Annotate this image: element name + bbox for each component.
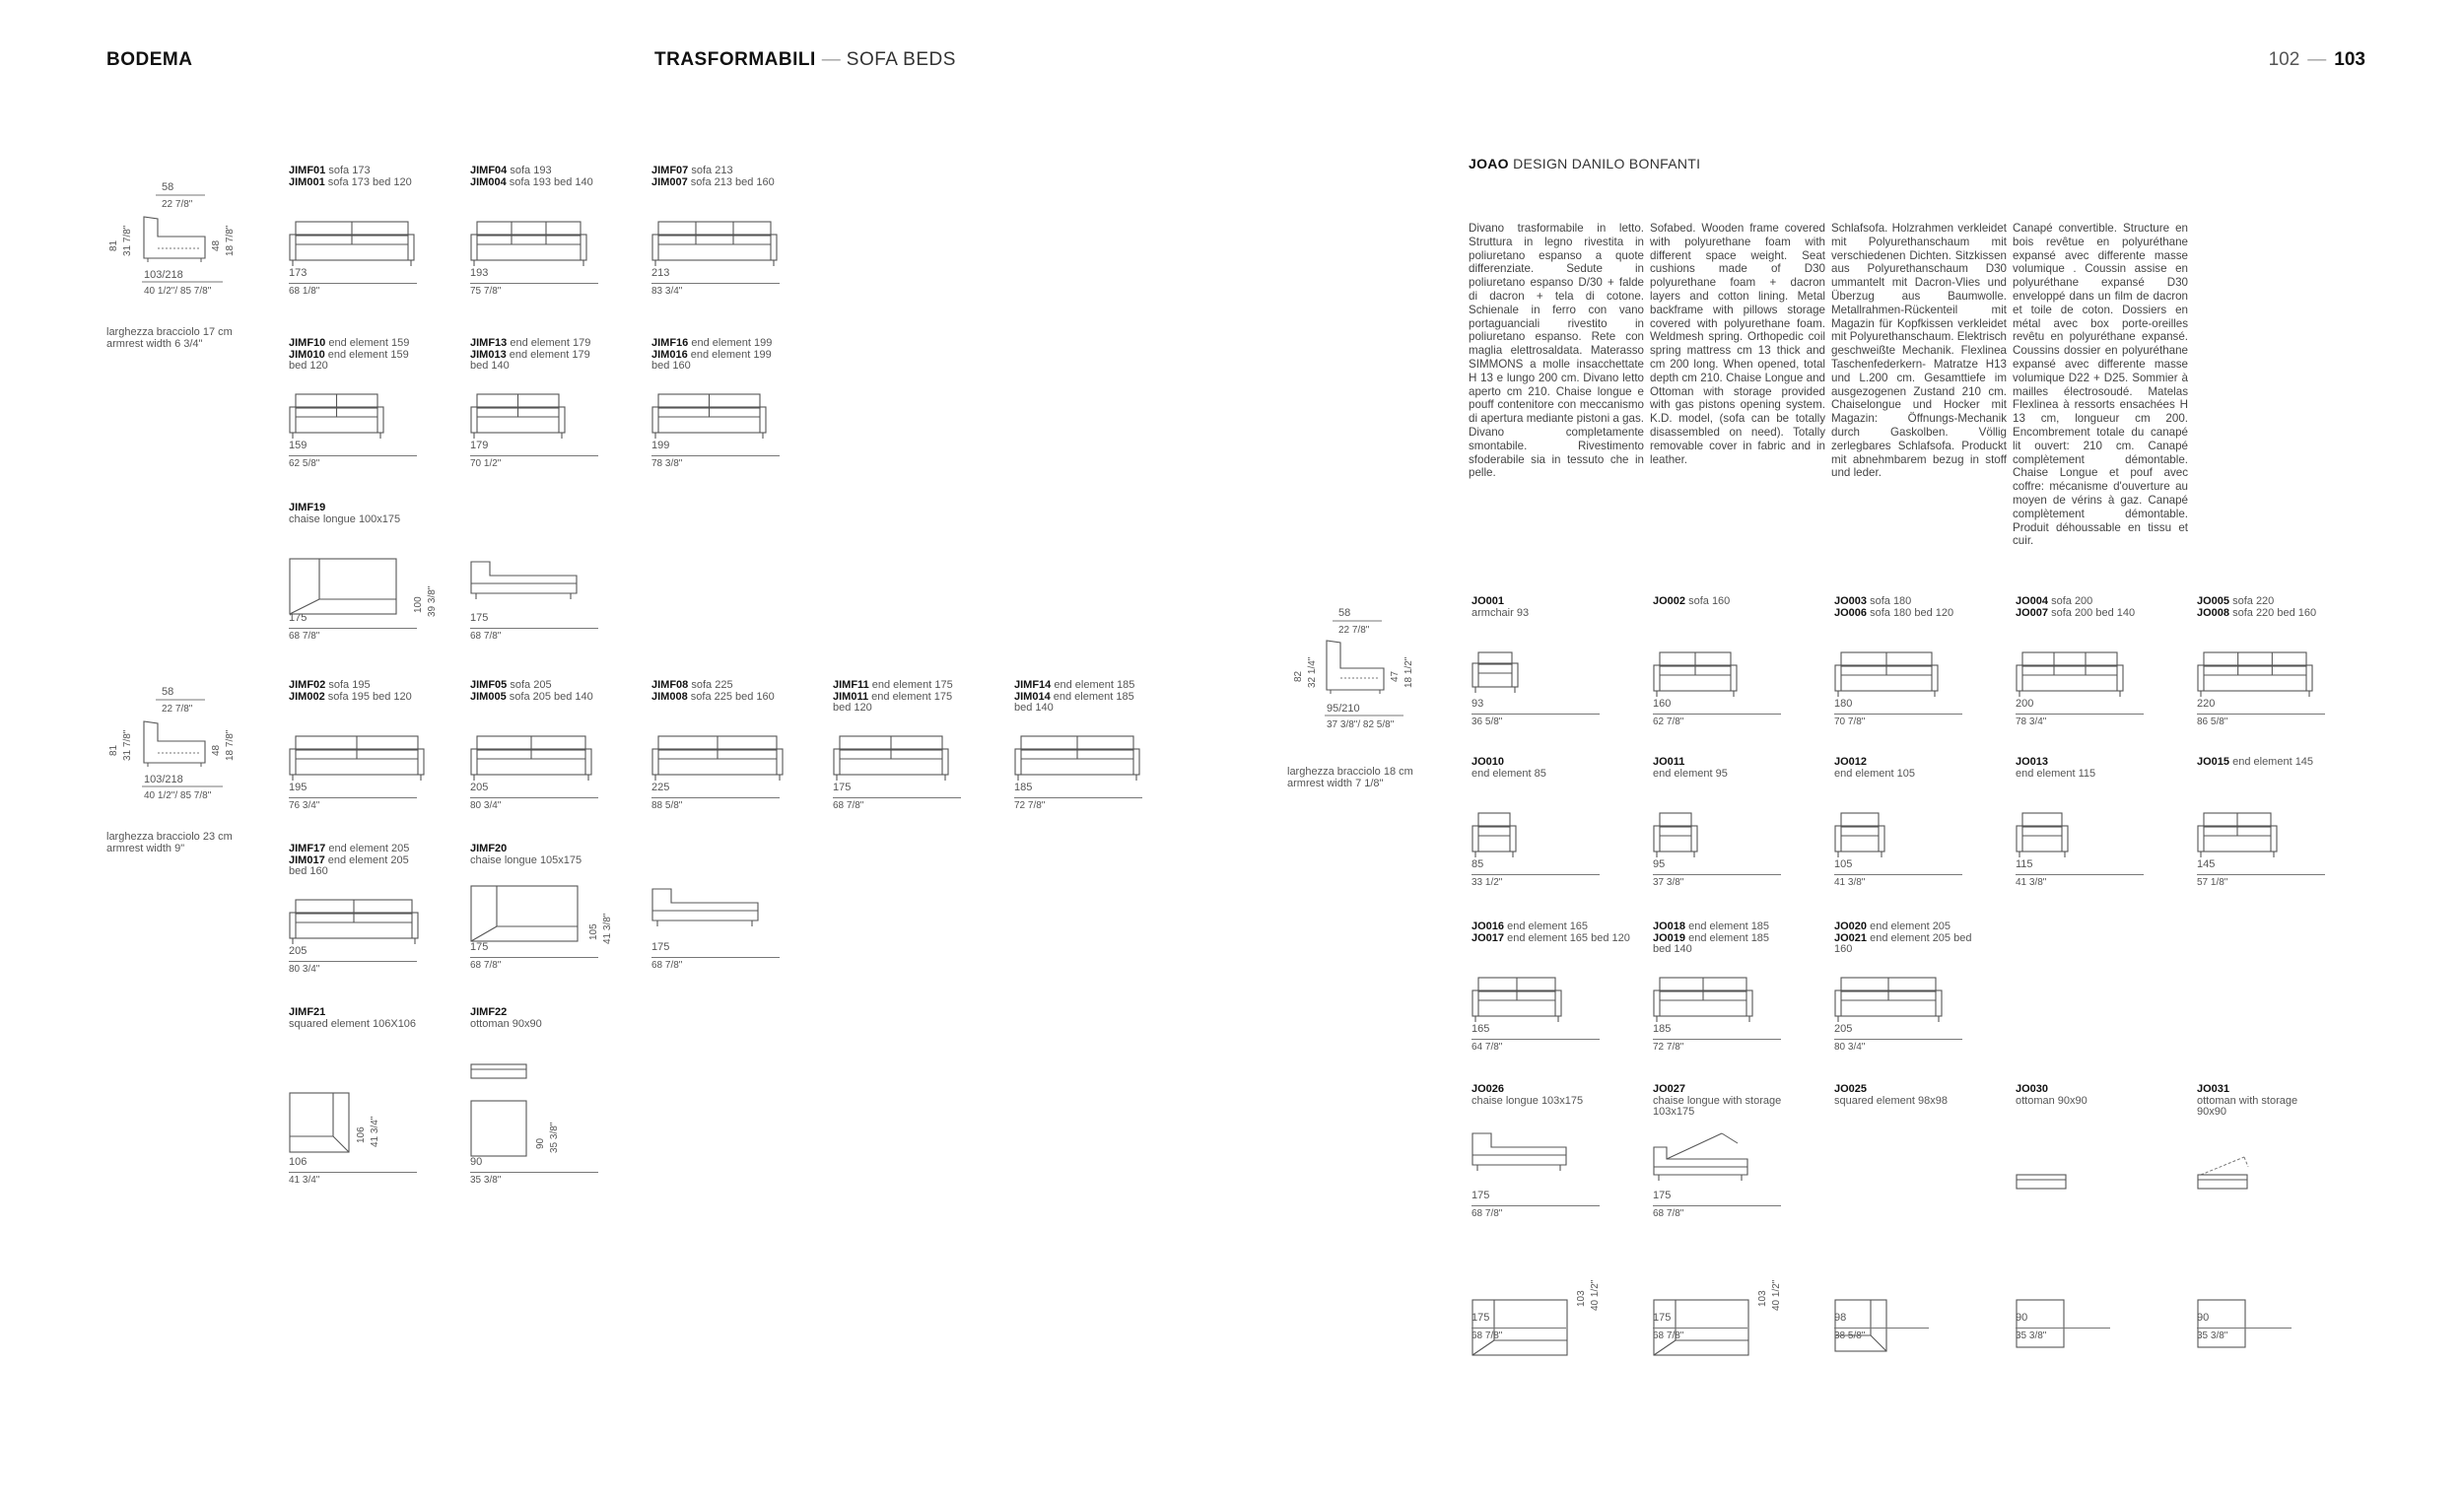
item-label-1: JO012 [1834, 756, 1868, 768]
catalog-item [651, 165, 824, 297]
item-label-1: JO005 sofa 220 [2197, 595, 2275, 607]
dimension-cm: 193 [470, 267, 489, 279]
dimension-cm: 175 [470, 612, 489, 624]
dimension-in: 68 7/8" [651, 959, 683, 971]
description-de: Schlafsofa. Holzrahmen verkleidet mit Polyurethanschaum mit verschiedenen Dichten. Sitzkissen aus Polyurethanschaum D30 ummantelt mit Dacron-Vlies und Überzug aus Baumwolle. Metallrahmen-Rückenteil mit Magazin für Kopfkissen verkleidet mit Polyurethanschaum. Elektrisch geschweißte Mechanik. Flexlinea Taschenfederkern- Matratze H13 und L.200 cm. Gesamttiefe im ausgezogenen Zustand 210 cm. Chaiselongue und Hocker mit Magazin: Öffnungs-Mechanik durch Gaskolben. Völlig zerlegbares Schlafsofa. Produckt mit abnehmbarem bezug in stoff und leder. [1831, 222, 2007, 480]
dimension-in: 57 1/8" [2197, 876, 2228, 888]
item-label-1: JO003 sofa 180 [1834, 595, 1912, 607]
joao-name: JOAO [1469, 156, 1509, 171]
dimension-cm: 200 [2016, 698, 2034, 710]
svg-text:40 1/2": 40 1/2" [1771, 1279, 1782, 1311]
profile-seat: 47 [1390, 670, 1401, 682]
item-label-2: ottoman 90x90 [470, 1017, 542, 1030]
catalog-item [1472, 595, 1644, 727]
item-label-2: JO006 sofa 180 bed 120 [1834, 606, 1954, 619]
svg-text:41 3/8": 41 3/8" [602, 913, 613, 944]
dimension-in: 76 3/4" [289, 799, 320, 811]
dimension-in: 88 5/8" [651, 799, 683, 811]
item-label-1: JIMF21 [289, 1006, 326, 1018]
catalog-item [289, 679, 461, 811]
dimension-cm: 225 [651, 782, 670, 793]
dimension-in: 68 1/8" [289, 285, 320, 297]
item-label-1: JIMF17 end element 205 [289, 843, 410, 854]
dimension-in: 35 3/8" [470, 1174, 502, 1186]
item-label-1: JO011 [1653, 756, 1685, 768]
profile-seat: 48 [211, 744, 222, 756]
dimension-cm: 220 [2197, 698, 2216, 710]
item-label-2: JIM001 sofa 173 bed 120 [289, 175, 412, 188]
dimension-cm: 179 [470, 440, 489, 451]
item-label-3: bed 120 [289, 360, 328, 372]
profile-jim-a [106, 177, 244, 350]
item-label-2: JIM014 end element 185 [1014, 690, 1134, 703]
item-label-1: JIMF08 sofa 225 [651, 679, 733, 691]
dimension-cm: 175 [833, 782, 852, 793]
item-label-1: JIMF16 end element 199 [651, 337, 773, 349]
height-dimension [1574, 1246, 1608, 1315]
height-dimension [533, 1088, 567, 1157]
item-label-3: bed 140 [470, 360, 510, 372]
catalog-item [2016, 595, 2188, 727]
dimension-in: 68 7/8" [470, 959, 502, 971]
catalog-item [833, 679, 1005, 811]
joao-designer: DESIGN DANILO BONFANTI [1513, 156, 1701, 171]
svg-text:103: 103 [1576, 1290, 1587, 1307]
profile-width: 58 [162, 181, 174, 193]
profile-depth-in: 40 1/2"/ 85 7/8" [144, 286, 212, 296]
item-label-1: JIMF05 sofa 205 [470, 679, 552, 691]
chaise-plan-icon [289, 558, 399, 617]
dimension-cm: 160 [1653, 698, 1672, 710]
catalog-item [2016, 756, 2188, 888]
page-separator: — [2307, 49, 2327, 70]
dimension-cm: 175 [470, 941, 489, 953]
dimension-in: 62 7/8" [1653, 716, 1684, 727]
section-title [654, 49, 956, 71]
item-label-1: JIMF02 sofa 195 [289, 679, 371, 691]
item-label-1: JIMF04 sofa 193 [470, 165, 552, 176]
catalog-item [2197, 1084, 2369, 1119]
catalog-item [1653, 920, 1825, 1053]
sofa-drawing-icon [1472, 812, 1519, 865]
item-label-1: JIMF01 sofa 173 [289, 165, 371, 176]
svg-text:40 1/2": 40 1/2" [1590, 1279, 1601, 1311]
item-label-1: JO004 sofa 200 [2016, 595, 2093, 607]
dimension-in: 86 5/8" [2197, 716, 2228, 727]
profile-depth-in: 37 3/8"/ 82 5/8" [1327, 719, 1395, 730]
catalog-item [289, 843, 461, 975]
item-label-1: JIMF22 [470, 1006, 508, 1018]
profile-drawing-icon [106, 177, 244, 296]
dimension-cm: 90 [470, 1156, 483, 1168]
catalog-item [1472, 756, 1644, 888]
armrest-note-en: armrest width 9" [106, 843, 185, 854]
item-label-2: end element 115 [2016, 767, 2096, 780]
sofa-drawing-icon [2016, 812, 2071, 865]
profile-seat-in: 18 7/8" [225, 729, 236, 761]
dimension-cm: 95 [1653, 858, 1666, 870]
chaise-plan-icon [470, 885, 581, 944]
item-label-2: ottoman with storage [2197, 1094, 2298, 1107]
catalog-item [470, 679, 643, 811]
section-separator: — [821, 49, 841, 70]
dimension-cm: 185 [1653, 1023, 1672, 1035]
dimension-cm: 175 [1653, 1312, 1672, 1324]
item-label-2: squared element 98x98 [1834, 1094, 1948, 1107]
dimension-in: 64 7/8" [1472, 1041, 1503, 1053]
item-label-2: JO021 end element 205 bed [1834, 931, 1972, 944]
profile-width-in: 22 7/8" [162, 199, 193, 210]
dimension-cm: 145 [2197, 858, 2216, 870]
height-dimension [411, 552, 445, 621]
dimension-in: 33 1/2" [1472, 876, 1503, 888]
item-label-1: JO020 end element 205 [1834, 920, 1951, 932]
item-label-1: JIMF07 sofa 213 [651, 165, 733, 176]
dimension-in: 72 7/8" [1653, 1041, 1684, 1053]
item-label-1: JIMF13 end element 179 [470, 337, 591, 349]
section-title-bold: TRASFORMABILI [654, 49, 816, 70]
sofa-drawing-icon [1653, 651, 1740, 705]
svg-text:103: 103 [1757, 1290, 1768, 1307]
catalog-item [1653, 756, 1825, 888]
profile-height: 81 [108, 744, 119, 756]
catalog-item [1472, 1083, 1644, 1219]
catalog-item [289, 337, 461, 469]
ottoman-side-icon [2197, 1153, 2252, 1193]
catalog-item [2016, 1084, 2188, 1107]
height-dimension [586, 879, 620, 948]
sofa-drawing-icon [2197, 651, 2315, 705]
sofa-drawing-icon [1834, 977, 1945, 1030]
dimension-cm: 199 [651, 440, 670, 451]
profile-height-in: 31 7/8" [122, 225, 133, 256]
item-label-2: JIM013 end element 179 [470, 348, 590, 361]
dimension-cm: 165 [1472, 1023, 1490, 1035]
sofa-drawing-icon [2016, 651, 2126, 705]
item-label-1: JO027 [1653, 1083, 1686, 1095]
item-label-1: JO013 [2016, 756, 2049, 768]
item-label-1: JO031 [2197, 1083, 2230, 1095]
dimension-cm: 213 [651, 267, 670, 279]
dimension-in: 80 3/4" [470, 799, 502, 811]
sofa-drawing-icon [1834, 812, 1887, 865]
svg-text:41 3/4": 41 3/4" [370, 1116, 380, 1147]
sofa-drawing-icon [833, 735, 951, 788]
svg-text:106: 106 [356, 1126, 367, 1143]
item-label-2: JIM007 sofa 213 bed 160 [651, 175, 775, 188]
dimension-in: 68 7/8" [289, 630, 320, 642]
item-label-1: JO016 end element 165 [1472, 920, 1589, 932]
ottoman-side-icon [470, 1043, 531, 1082]
sofa-drawing-icon [651, 735, 786, 788]
profile-width: 58 [1338, 607, 1351, 619]
sofa-drawing-icon [470, 393, 568, 446]
catalog-item [2197, 756, 2369, 888]
sofa-drawing-icon [651, 221, 780, 274]
dimension-cm: 205 [470, 782, 489, 793]
svg-text:39 3/8": 39 3/8" [427, 585, 438, 617]
section-subtitle: SOFA BEDS [846, 49, 956, 70]
item-label-1: JO010 [1472, 756, 1505, 768]
dimension-in: 68 7/8" [470, 630, 502, 642]
dimension-in: 38 5/8" [1834, 1330, 1866, 1341]
catalog-item [651, 679, 824, 811]
dimension-cm: 205 [1834, 1023, 1853, 1035]
catalog-item [1014, 679, 1187, 811]
joao-title [1469, 156, 1700, 171]
item-label-2: squared element 106X106 [289, 1017, 417, 1030]
item-label-3: 103x175 [1653, 1106, 1695, 1118]
item-label-2: end element 95 [1653, 767, 1728, 780]
armrest-note-it: larghezza bracciolo 17 cm [106, 326, 233, 338]
sofa-drawing-icon [1653, 977, 1755, 1030]
catalog-item [2197, 595, 2369, 727]
item-label-3: bed 120 [833, 702, 872, 714]
item-label-2: end element 85 [1472, 767, 1546, 780]
item-label-3: bed 160 [651, 360, 691, 372]
armchair-drawing-icon [1472, 651, 1521, 701]
sofa-drawing-icon [470, 735, 594, 788]
item-label-2: ottoman 90x90 [2016, 1094, 2088, 1107]
dimension-cm: 159 [289, 440, 308, 451]
dimension-cm: 175 [1472, 1312, 1490, 1324]
dimension-in: 41 3/8" [1834, 876, 1866, 888]
dimension-cm: 115 [2016, 858, 2033, 870]
dimension-cm: 90 [2016, 1312, 2028, 1324]
item-label-1: JIMF20 [470, 843, 508, 854]
dimension-cm: 185 [1014, 782, 1033, 793]
profile-height-in: 31 7/8" [122, 729, 133, 761]
sofa-drawing-icon [1014, 735, 1142, 788]
sofa-drawing-icon [289, 221, 417, 274]
item-label-1: JO025 [1834, 1083, 1868, 1095]
profile-drawing-icon [106, 682, 244, 800]
dimension-in: 78 3/4" [2016, 716, 2047, 727]
svg-text:35 3/8": 35 3/8" [549, 1122, 560, 1153]
dimension-in: 68 7/8" [1653, 1330, 1684, 1341]
profile-depth: 103/218 [144, 774, 183, 785]
sofa-drawing-icon [651, 393, 769, 446]
item-label-2: JO007 sofa 200 bed 140 [2016, 606, 2136, 619]
item-label-2: chaise longue 100x175 [289, 512, 401, 525]
square-plan-icon [289, 1092, 352, 1155]
height-dimension [1755, 1246, 1789, 1315]
dimension-in: 80 3/4" [1834, 1041, 1866, 1053]
sofa-drawing-icon [289, 735, 427, 788]
item-label-1: JO002 sofa 160 [1653, 595, 1731, 607]
catalog-item [1834, 595, 2007, 727]
catalog-item [470, 337, 643, 469]
dimension-cm: 85 [1472, 858, 1484, 870]
dimension-in: 70 1/2" [470, 457, 502, 469]
armrest-note-it: larghezza bracciolo 18 cm [1287, 766, 1413, 778]
item-label-2: chaise longue 103x175 [1472, 1094, 1584, 1107]
profile-seat-in: 18 1/2" [1403, 656, 1414, 688]
profile-seat: 48 [211, 239, 222, 251]
item-label-2: JIM016 end element 199 [651, 348, 772, 361]
item-label-3: bed 140 [1014, 702, 1054, 714]
item-label-1: JO030 [2016, 1083, 2049, 1095]
item-label-2: end element 105 [1834, 767, 1915, 780]
sofa-drawing-icon [289, 393, 386, 446]
chaise-storage-icon [1653, 1129, 1751, 1185]
profile-drawing-icon [1287, 603, 1425, 731]
catalog-item [1834, 1084, 2007, 1107]
item-label-2: chaise longue 105x175 [470, 853, 582, 866]
dimension-cm: 175 [289, 612, 308, 624]
dimension-cm: 98 [1834, 1312, 1847, 1324]
item-label-1: JO018 end element 185 [1653, 920, 1770, 932]
catalog-item [1834, 920, 2007, 1053]
ottoman-side-icon [2016, 1153, 2071, 1193]
item-label-2: armchair 93 [1472, 606, 1530, 619]
catalog-item [1653, 1083, 1825, 1219]
dimension-in: 35 3/8" [2016, 1330, 2047, 1341]
dimension-cm: 180 [1834, 698, 1853, 710]
chaise-side-icon [470, 558, 581, 607]
item-label-2: JIM011 end element 175 [833, 690, 953, 703]
item-label-3: bed 160 [289, 865, 328, 877]
dimension-in: 41 3/4" [289, 1174, 320, 1186]
svg-text:100: 100 [413, 596, 424, 613]
sofa-drawing-icon [2197, 812, 2280, 865]
profile-joao [1287, 603, 1425, 789]
profile-height: 81 [108, 239, 119, 251]
chaise-side-icon [1472, 1129, 1570, 1179]
armrest-note-en: armrest width 6 3/4" [106, 338, 203, 350]
item-label-2: JIM002 sofa 195 bed 120 [289, 690, 412, 703]
dimension-in: 62 5/8" [289, 457, 320, 469]
dimension-in: 36 5/8" [1472, 716, 1503, 727]
dimension-in: 68 7/8" [1472, 1207, 1503, 1219]
dimension-cm: 93 [1472, 698, 1484, 710]
catalog-item [470, 165, 643, 297]
item-label-3: 90x90 [2197, 1106, 2226, 1118]
catalog-item [651, 337, 824, 469]
description-en: Sofabed. Wooden frame covered with polyurethane foam with different space weight. Seat cushions made of D30 polyurethane foam + dacron layers and cotton lining. Metal backframe with pillows storage covered with polyurethane foam. Weldmesh spring. Orthopedic coil spring mattress cm 13 thick and cm 200 long. When opened, total depth cm 210. Chaise Longue and Ottoman with storage provided with gas pistons opening system. K.D. model, (sofa can be totally disassembled on need). Totally removable cover in fabric and in leather. [1650, 222, 1825, 466]
dimension-in: 83 3/4" [651, 285, 683, 297]
item-label-1: JIMF19 [289, 502, 326, 513]
dimension-in: 35 3/8" [2197, 1330, 2228, 1341]
sofa-drawing-icon [1472, 977, 1564, 1030]
item-label-2: JIM010 end element 159 [289, 348, 409, 361]
item-label-3: bed 140 [1653, 943, 1692, 955]
sofa-drawing-icon [1653, 812, 1700, 865]
item-label-1: JO001 [1472, 595, 1505, 607]
item-label-2: JIM017 end element 205 [289, 853, 409, 866]
dimension-cm: 195 [289, 782, 308, 793]
dimension-in: 78 3/8" [651, 457, 683, 469]
page-numbers [2269, 49, 2365, 71]
item-label-2: JO008 sofa 220 bed 160 [2197, 606, 2317, 619]
catalog-item [470, 1006, 643, 1186]
dimension-cm: 173 [289, 267, 308, 279]
catalog-item [289, 502, 461, 642]
profile-depth: 103/218 [144, 269, 183, 281]
dimension-cm: 205 [289, 945, 308, 957]
height-dimension [354, 1082, 387, 1151]
dimension-cm: 105 [1834, 858, 1853, 870]
item-label-1: JIMF14 end element 185 [1014, 679, 1135, 691]
sofa-drawing-icon [470, 221, 589, 274]
item-label-1: JIMF11 end element 175 [833, 679, 953, 691]
square-plan-icon [470, 1100, 529, 1159]
dimension-cm: 175 [1653, 1190, 1672, 1201]
catalog-item [1834, 756, 2007, 888]
profile-seat-in: 18 7/8" [225, 225, 236, 256]
profile-width-in: 22 7/8" [162, 704, 193, 715]
profile-depth: 95/210 [1327, 703, 1360, 715]
profile-jim-b [106, 682, 244, 854]
page-left: 102 [2268, 49, 2300, 70]
dimension-cm: 175 [1472, 1190, 1490, 1201]
catalog-item [289, 165, 461, 297]
catalog-item [289, 1006, 461, 1186]
armrest-note-en: armrest width 7 1/8" [1287, 778, 1384, 789]
dimension-in: 75 7/8" [470, 285, 502, 297]
profile-width-in: 22 7/8" [1338, 625, 1370, 636]
dimension-in: 41 3/8" [2016, 876, 2047, 888]
dimension-in: 68 7/8" [833, 799, 864, 811]
chaise-side-icon [651, 885, 762, 934]
item-label-1: JO015 end element 145 [2197, 756, 2314, 768]
sofa-drawing-icon [289, 899, 421, 952]
svg-text:105: 105 [588, 923, 599, 940]
description-it: Divano trasformabile in letto. Struttura in legno rivestita in poliuretano espanso a quote differenziate. Sedute in poliuretano espanso D/30 + falde di dacron + tela di cotone. Schienale in ferro con vano portaguanciali rivestito in poliuretano espanso. Rete con maglia elettrosaldata. Materasso SIMMONS a molle insacchettate H 13 e lungo 200 cm. Divano letto aperto cm 210. Chaise longue e pouff contenitore con meccanismo di apertura mediante pistoni a gas. Divano completamente smontabile. Rivestimento sfoderabile sia in tessuto che in pelle. [1469, 222, 1644, 480]
sofa-drawing-icon [1834, 651, 1941, 705]
dimension-in: 70 7/8" [1834, 716, 1866, 727]
profile-width: 58 [162, 686, 174, 698]
dimension-in: 68 7/8" [1472, 1330, 1503, 1341]
item-label-2: chaise longue with storage [1653, 1094, 1782, 1107]
dimension-cm: 106 [289, 1156, 308, 1168]
page-right: 103 [2334, 49, 2365, 70]
brand-logo: BODEMA [106, 49, 193, 70]
item-label-2: JIM004 sofa 193 bed 140 [470, 175, 593, 188]
svg-text:90: 90 [535, 1137, 546, 1149]
profile-depth-in: 40 1/2"/ 85 7/8" [144, 790, 212, 800]
catalog-item [1653, 595, 1825, 727]
item-label-1: JO026 [1472, 1083, 1505, 1095]
item-label-1: JIMF10 end element 159 [289, 337, 410, 349]
item-label-2: JIM008 sofa 225 bed 160 [651, 690, 775, 703]
dimension-in: 37 3/8" [1653, 876, 1684, 888]
catalog-item [1472, 920, 1644, 1053]
dimension-in: 80 3/4" [289, 963, 320, 975]
item-label-2: JO019 end element 185 [1653, 931, 1770, 944]
profile-height: 82 [1293, 670, 1304, 682]
item-label-2: JIM005 sofa 205 bed 140 [470, 690, 593, 703]
description-fr: Canapé convertible. Structure en bois revêtue en polyuréthane expansé avec differente masse volumique . Coussin assise en polyuréthane expansé D30 enveloppé dans un film de dacron et toile de coton. Dossiers en métal avec box porte-oreilles revêtu en polyuréthane expansé. Coussins dossier en polyuréthane expansé avec differente masse volumique D22 + D25. Sommier à mailles électrosoudé. Matelas Flexlinea à ressorts ensachées H 13 cm, longueur cm 200. Encombrement totale du canapé lit ouvert: 210 cm. Canapé complètement démontable. Chaise Longue et pouf avec coffre: mécanisme d'ouverture au moyen de vérins à gaz. Canapé complètement démontable. Produit déhoussable en tissu et cuir. [2013, 222, 2188, 548]
item-label-2: JO017 end element 165 bed 120 [1472, 931, 1630, 944]
dimension-cm: 90 [2197, 1312, 2210, 1324]
profile-height-in: 32 1/4" [1307, 656, 1318, 688]
armrest-note-it: larghezza bracciolo 23 cm [106, 831, 233, 843]
dimension-cm: 175 [651, 941, 670, 953]
catalog-item [470, 843, 643, 971]
item-label-3: 160 [1834, 943, 1853, 955]
dimension-in: 72 7/8" [1014, 799, 1046, 811]
dimension-in: 68 7/8" [1653, 1207, 1684, 1219]
